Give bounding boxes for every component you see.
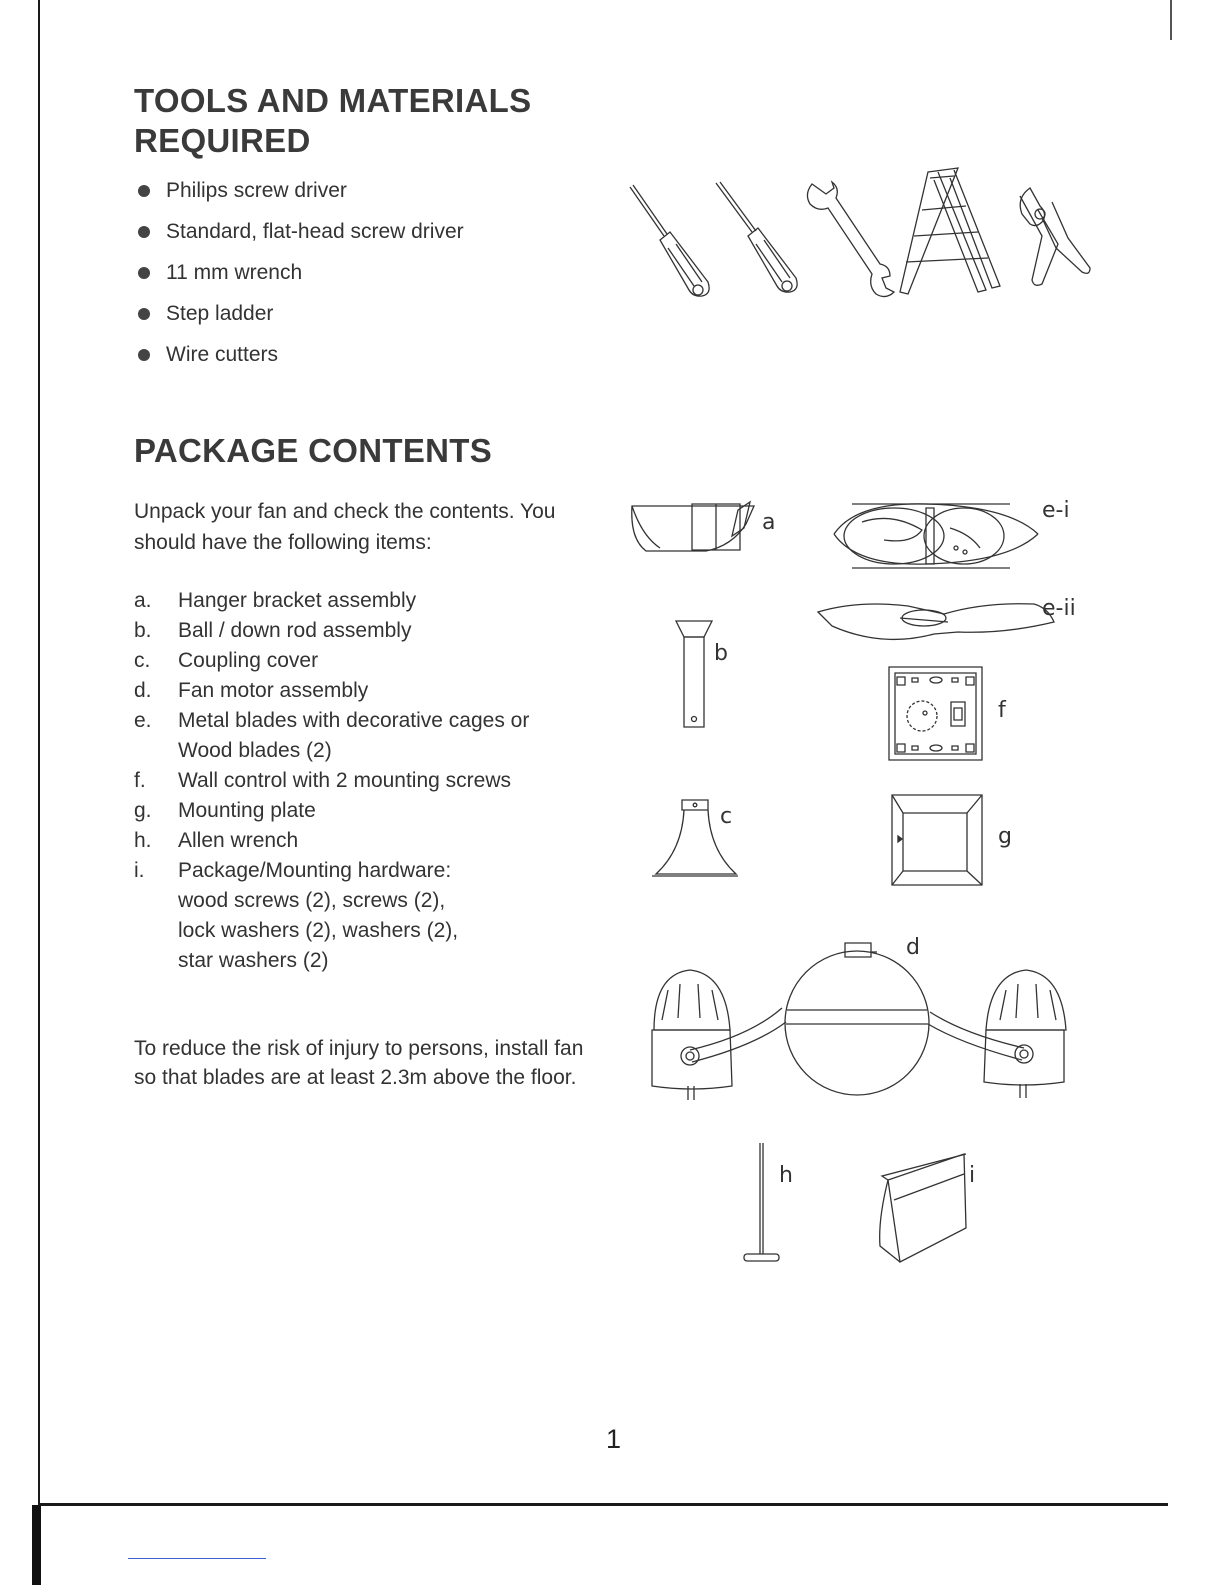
wire-cutters-icon <box>1020 188 1090 285</box>
contents-item: i. Package/Mounting hardware: wood screws (2), screws (2), lock washers (2), washers (2), star washers (2) <box>134 859 459 972</box>
label-a: a <box>762 510 776 535</box>
tool-item: Philips screw driver <box>136 176 464 217</box>
package-intro: Unpack your fan and check the contents. You should have the following items: <box>134 500 556 554</box>
wood-blades-figure <box>818 604 1054 640</box>
wrench-icon <box>807 182 894 297</box>
phillips-screwdriver-icon <box>630 185 709 296</box>
label-g: g <box>998 824 1012 849</box>
label-e-i: e-i <box>1042 498 1070 523</box>
tool-item: Step ladder <box>136 299 464 340</box>
page-number: 1 <box>606 1424 622 1454</box>
label-h: h <box>779 1163 793 1188</box>
contents-item: e. Metal blades with decorative cages or Wood blades (2) <box>134 709 530 762</box>
hanger-bracket-figure <box>632 502 754 551</box>
wall-control-figure <box>889 667 982 760</box>
tool-item: Wire cutters <box>136 340 464 381</box>
metal-blades-cage-figure <box>834 504 1038 568</box>
label-c: c <box>720 804 733 829</box>
label-b: b <box>714 641 728 666</box>
contents-item: c. Coupling cover <box>134 649 319 672</box>
label-e-ii: e-ii <box>1042 596 1076 621</box>
label-i: i <box>969 1163 976 1188</box>
hardware-package-figure <box>880 1154 966 1262</box>
tools-title-line2: REQUIRED <box>134 122 311 159</box>
tools-title-line1: TOOLS AND MATERIALS <box>134 82 532 119</box>
down-rod-figure <box>676 621 712 727</box>
label-f: f <box>998 698 1006 723</box>
contents-item: h. Allen wrench <box>134 829 299 852</box>
label-d: d <box>906 935 920 960</box>
tool-item: Standard, flat-head screw driver <box>136 217 464 258</box>
tool-item: 11 mm wrench <box>136 258 464 299</box>
flat-screwdriver-icon <box>716 182 797 292</box>
contents-item: d. Fan motor assembly <box>134 679 369 702</box>
package-title: PACKAGE CONTENTS <box>134 432 493 469</box>
step-ladder-icon <box>900 168 1000 294</box>
fan-motor-figure <box>652 943 1066 1100</box>
mounting-plate-figure <box>892 795 982 885</box>
contents-item: g. Mounting plate <box>134 799 316 822</box>
safety-warning: To reduce the risk of injury to persons, install fan so that blades are at least 2.3m above the floor. <box>134 1037 584 1089</box>
contents-item: f. Wall control with 2 mounting screws <box>134 769 512 792</box>
contents-item: b. Ball / down rod assembly <box>134 619 412 642</box>
contents-item: a. Hanger bracket assembly <box>134 589 417 612</box>
allen-wrench-figure <box>744 1143 779 1261</box>
